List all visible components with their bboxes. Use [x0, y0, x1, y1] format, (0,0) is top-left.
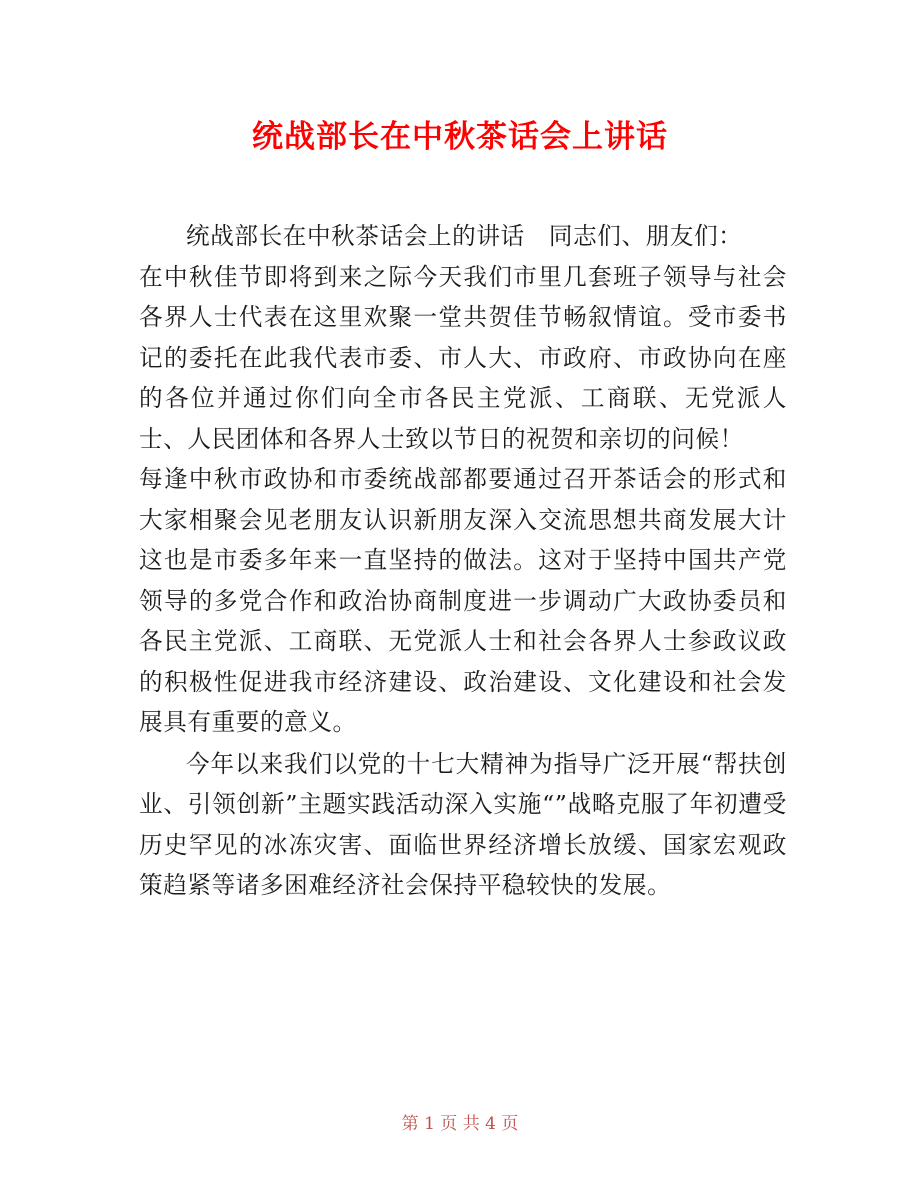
- document-title: 统战部长在中秋茶话会上讲话: [252, 119, 668, 155]
- page-number-footer: 第 1 页 共 4 页: [401, 1114, 519, 1134]
- body-paragraph-2: 每逢中秋市政协和市委统战部都要通过召开茶话会的形式和大家相聚会见老朋友认识新朋友深入交流思想共商发展大计这也是市委多年来一直坚持的做法。这对于坚持中国共产党领导的多党合作和政治协商制度进一步调动广大政协委员和各民主党派、工商联、无党派人士和社会各界人士参政议政的积极性促进我市经济建设、政治建设、文化建设和社会发展具有重要的意义。: [139, 465, 787, 736]
- document-body: [139, 216, 787, 906]
- body-paragraph-3: 今年以来我们以党的十七大精神为指导广泛开展“帮扶创业、引领创新”主题实践活动深入实施“”战略克服了年初遭受历史罕见的冰冻灾害、面临世界经济增长放缓、国家宏观政策趋紧等诸多困难经济社会保持平稳较快的发展。: [139, 749, 787, 899]
- body-paragraph-1: 在中秋佳节即将到来之际今天我们市里几套班子领导与社会各界人士代表在这里欢聚一堂共贺佳节畅叙情谊。受市委书记的委托在此我代表市委、市人大、市政府、市政协向在座的各位并通过你们向全市各民主党派、工商联、无党派人士、人民团体和各界人士致以节日的祝贺和亲切的问候！: [139, 262, 787, 453]
- greeting-paragraph: 统战部长在中秋茶话会上的讲话 同志们、朋友们：: [186, 222, 743, 250]
